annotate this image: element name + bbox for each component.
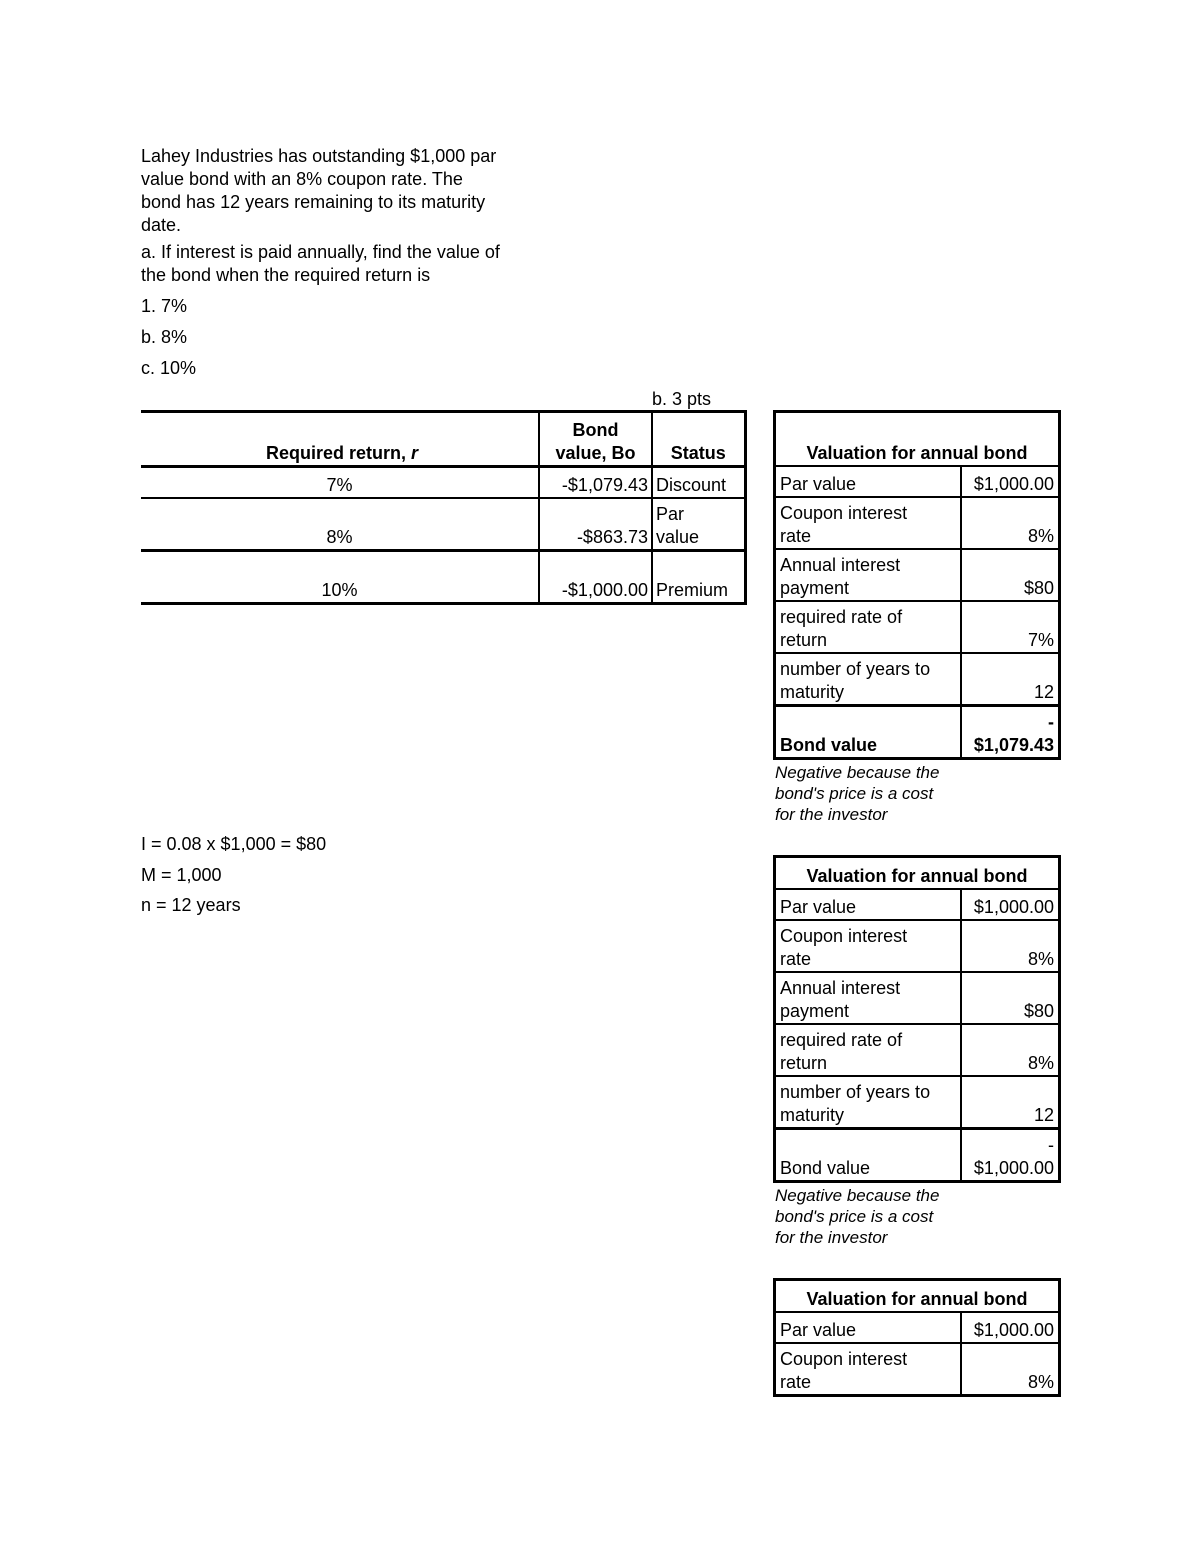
formula-years: n = 12 years bbox=[141, 895, 241, 915]
row-label: Par value bbox=[775, 889, 962, 920]
row-value: $1,000.00 bbox=[961, 466, 1059, 497]
table-row bbox=[775, 972, 1060, 1024]
row-label: Annual interest payment bbox=[775, 972, 962, 1024]
valuation-title: Valuation for annual bond bbox=[775, 857, 1060, 890]
table-row bbox=[775, 549, 1060, 601]
problem-item-2: b. 8% bbox=[141, 327, 188, 347]
row-value: $1,000.00 bbox=[961, 1312, 1059, 1343]
valuation-title: Valuation for annual bond bbox=[775, 1280, 1060, 1313]
problem-item-3: c. 10% bbox=[141, 358, 197, 378]
rate-cell: 7% bbox=[141, 467, 539, 499]
header-bond-value: Bond value, Bo bbox=[539, 412, 652, 467]
problem-intro: Lahey Industries has outstanding $1,000 par value bond with an 8% coupon rate. The bond has 12 years remaining to its maturity date. bbox=[141, 146, 497, 235]
bond-value-cell: -$1,079.43 bbox=[539, 467, 652, 499]
header-status: Status bbox=[652, 412, 745, 467]
row-value: 8% bbox=[961, 1343, 1059, 1396]
valuation-note: Negative because the bond's price is a cost for the investor bbox=[775, 1186, 940, 1247]
row-value: $80 bbox=[961, 549, 1059, 601]
row-label: number of years to maturity bbox=[775, 653, 962, 706]
required-return-table bbox=[141, 410, 747, 605]
row-label: Coupon interest rate bbox=[775, 1343, 962, 1396]
row-label: number of years to maturity bbox=[775, 1076, 962, 1129]
row-label: Annual interest payment bbox=[775, 549, 962, 601]
bond-value: - $1,000.00 bbox=[961, 1129, 1059, 1182]
table-row bbox=[775, 497, 1060, 549]
row-value: 12 bbox=[961, 653, 1059, 706]
table-row bbox=[775, 889, 1060, 920]
valuation-table-3 bbox=[773, 1278, 1061, 1397]
row-label: required rate of return bbox=[775, 601, 962, 653]
formula-interest: I = 0.08 x $1,000 = $80 bbox=[141, 834, 327, 854]
row-label: Coupon interest rate bbox=[775, 497, 962, 549]
table-row bbox=[775, 1343, 1060, 1396]
table-row bbox=[141, 551, 745, 604]
rate-cell: 10% bbox=[141, 551, 539, 604]
valuation-table-1 bbox=[773, 410, 1061, 760]
row-value: 12 bbox=[961, 1076, 1059, 1129]
row-value: $1,000.00 bbox=[961, 889, 1059, 920]
valuation-table-2 bbox=[773, 855, 1061, 1183]
bond-value-cell: -$863.73 bbox=[539, 498, 652, 551]
row-value: $80 bbox=[961, 972, 1059, 1024]
table-row bbox=[775, 706, 1060, 759]
table-row bbox=[141, 467, 745, 499]
table-row bbox=[775, 601, 1060, 653]
table-row bbox=[141, 498, 745, 551]
table-row bbox=[775, 1129, 1060, 1182]
row-value: 7% bbox=[961, 601, 1059, 653]
bond-value-cell: -$1,000.00 bbox=[539, 551, 652, 604]
row-label: Par value bbox=[775, 1312, 962, 1343]
row-value: 8% bbox=[961, 497, 1059, 549]
formula-maturity-value: M = 1,000 bbox=[141, 865, 222, 885]
row-label: Par value bbox=[775, 466, 962, 497]
status-cell: Par value bbox=[652, 498, 745, 551]
rate-cell: 8% bbox=[141, 498, 539, 551]
valuation-note: Negative because the bond's price is a cost for the investor bbox=[775, 763, 940, 824]
table-row bbox=[775, 920, 1060, 972]
row-label: required rate of return bbox=[775, 1024, 962, 1076]
table-row bbox=[775, 653, 1060, 706]
valuation-title: Valuation for annual bond bbox=[775, 412, 1060, 467]
bond-value: - $1,079.43 bbox=[961, 706, 1059, 759]
table-row bbox=[775, 1076, 1060, 1129]
problem-part-a: a. If interest is paid annually, find the value of the bond when the required return is bbox=[141, 242, 500, 285]
bond-value-label: Bond value bbox=[775, 1129, 962, 1182]
table-row bbox=[775, 1024, 1060, 1076]
row-label: Coupon interest rate bbox=[775, 920, 962, 972]
table-row bbox=[775, 466, 1060, 497]
points-label: b. 3 pts bbox=[652, 389, 712, 409]
problem-item-1: 1. 7% bbox=[141, 296, 188, 316]
table-header-row bbox=[141, 412, 745, 467]
status-cell: Discount bbox=[652, 467, 745, 499]
header-required-return: Required return, r bbox=[141, 412, 539, 467]
bond-value-label: Bond value bbox=[775, 706, 962, 759]
table-row bbox=[775, 1312, 1060, 1343]
row-value: 8% bbox=[961, 920, 1059, 972]
status-cell: Premium bbox=[652, 551, 745, 604]
row-value: 8% bbox=[961, 1024, 1059, 1076]
